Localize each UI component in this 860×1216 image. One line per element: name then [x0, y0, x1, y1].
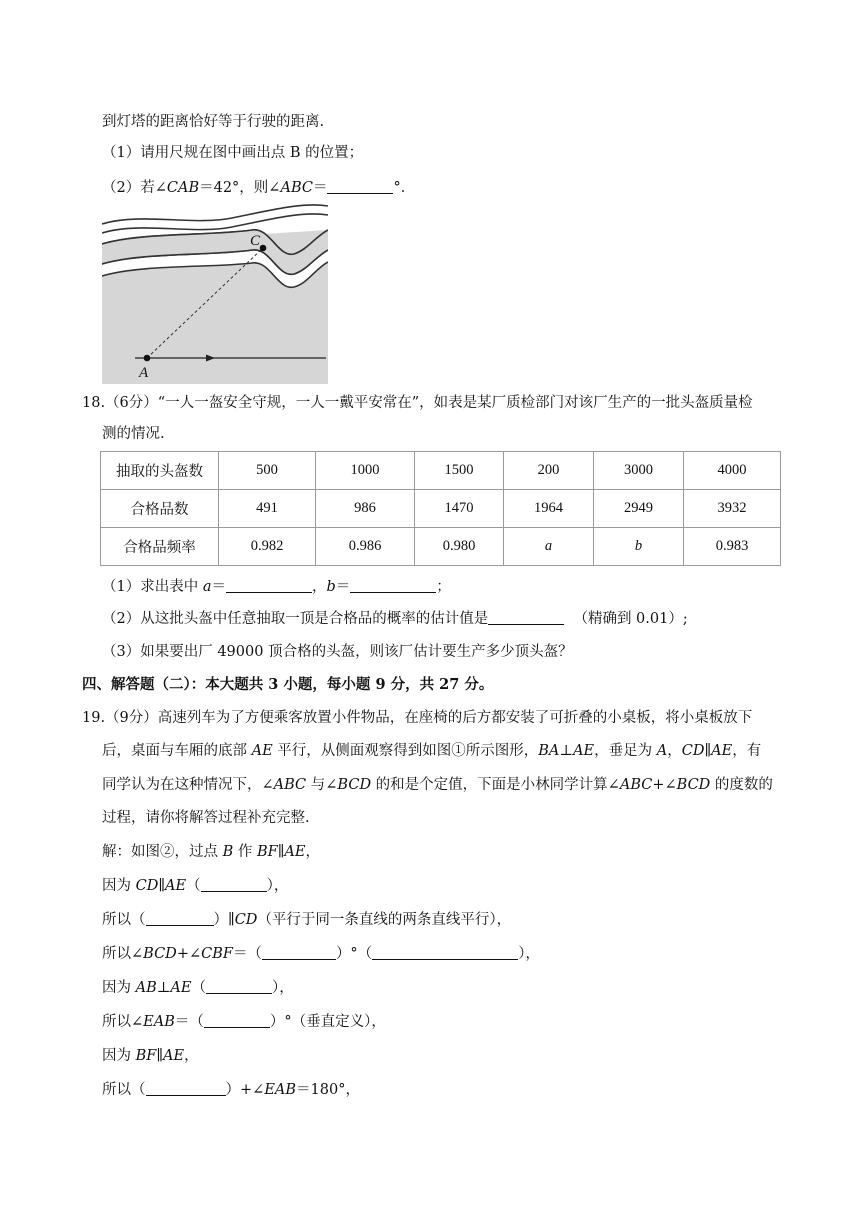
solution-step-6: 所以∠EAB＝（ ）°（垂直定义），	[102, 1014, 386, 1030]
table-cell: 3932	[684, 490, 781, 528]
table-cell: 0.983	[684, 528, 781, 566]
point-a	[144, 355, 151, 362]
table-cell: 1470	[415, 490, 504, 528]
label-c: C	[250, 233, 261, 249]
point-c	[260, 245, 267, 252]
solution-step-8: 所以（ ）+∠EAB＝180°，	[102, 1082, 360, 1098]
p18-question-1: （1）求出表中 a＝ ，b＝ ；	[102, 579, 451, 595]
p17-question-1: （1）请用尺规在图中画出点 B 的位置；	[102, 145, 364, 161]
p19-line-1: 19.（9分）高速列车为了方便乘客放置小件物品，在座椅的后方都安装了可折叠的小桌板，将小桌板放下	[82, 710, 753, 726]
solution-step-3: 所以（ ）∥CD（平行于同一条直线的两条直线平行），	[102, 912, 512, 928]
table-cell: 3000	[594, 452, 684, 490]
p18-question-3: （3）如果要出厂 49000 顶合格的头盔，则该厂估计要生产多少顶头盔？	[102, 644, 573, 660]
table-row	[101, 452, 781, 490]
table-cell: 2949	[594, 490, 684, 528]
p17-question-2: （2）若∠CAB＝42°，则∠ABC＝ °．	[102, 180, 416, 196]
answer-blank[interactable]	[488, 609, 564, 625]
table-row-header: 抽取的头盔数	[101, 452, 219, 490]
solution-step-5: 因为 AB⊥AE（ ），	[102, 980, 294, 996]
p19-line-2: 后，桌面与车厢的底部 AE 平行，从侧面观察得到如图①所示图形，BA⊥AE，垂足为 A，CD∥AE，有	[102, 743, 762, 759]
table-cell: 4000	[684, 452, 781, 490]
answer-blank[interactable]	[262, 944, 336, 960]
solution-step-1: 解：如图②，过点 B 作 BF∥AE，	[102, 844, 320, 860]
answer-blank-a[interactable]	[226, 577, 312, 593]
solution-step-2: 因为 CD∥AE（ ），	[102, 878, 289, 894]
table-row-header: 合格品数	[101, 490, 219, 528]
table-cell: 0.986	[316, 528, 415, 566]
table-cell: 986	[316, 490, 415, 528]
p17-continuation: 到灯塔的距离恰好等于行驶的距离.	[102, 114, 325, 130]
table-cell: 491	[219, 490, 316, 528]
answer-blank[interactable]	[372, 944, 518, 960]
answer-blank[interactable]	[146, 910, 214, 926]
section-heading: 四、解答题（二）：本大题共 3 小题，每小题 9 分，共 27 分。	[82, 676, 494, 693]
table-cell: 1964	[504, 490, 594, 528]
p19-line-3: 同学认为在这种情况下，∠ABC 与∠BCD 的和是个定值，下面是小林同学计算∠ABC+∠BCD 的度数的	[102, 777, 773, 793]
table-row	[101, 490, 781, 528]
answer-blank[interactable]	[146, 1080, 226, 1096]
table-cell: a	[504, 528, 594, 566]
table-cell: 0.982	[219, 528, 316, 566]
answer-blank-b[interactable]	[350, 577, 436, 593]
answer-blank[interactable]	[204, 1012, 270, 1028]
helmet-quality-table	[100, 451, 781, 566]
p18-question-2: （2）从这批头盔中任意抽取一顶是合格品的概率的估计值是 （精确到 0.01）;	[102, 611, 688, 627]
table-cell: 200	[504, 452, 594, 490]
solution-step-7: 因为 BF∥AE，	[102, 1048, 199, 1064]
p19-line-4: 过程，请你将解答过程补充完整.	[102, 810, 310, 826]
answer-blank[interactable]	[206, 978, 272, 994]
p18-stem-line-2: 测的情况.	[102, 426, 165, 442]
answer-blank[interactable]	[327, 178, 393, 194]
p18-stem-line-1: 18.（6分）“一人一盔安全守规，一人一戴平安常在”，如表是某厂质检部门对该厂生产的一批头盔质量检	[82, 395, 753, 411]
table-cell: 500	[219, 452, 316, 490]
table-cell: b	[594, 528, 684, 566]
table-cell: 0.980	[415, 528, 504, 566]
river-lighthouse-figure	[102, 198, 328, 384]
label-a: A	[139, 365, 149, 381]
table-row	[101, 528, 781, 566]
table-row-header: 合格品频率	[101, 528, 219, 566]
table-cell: 1500	[415, 452, 504, 490]
table-cell: 1000	[316, 452, 415, 490]
answer-blank[interactable]	[201, 876, 267, 892]
solution-step-4: 所以∠BCD+∠CBF＝（ ）°（ ），	[102, 946, 540, 962]
